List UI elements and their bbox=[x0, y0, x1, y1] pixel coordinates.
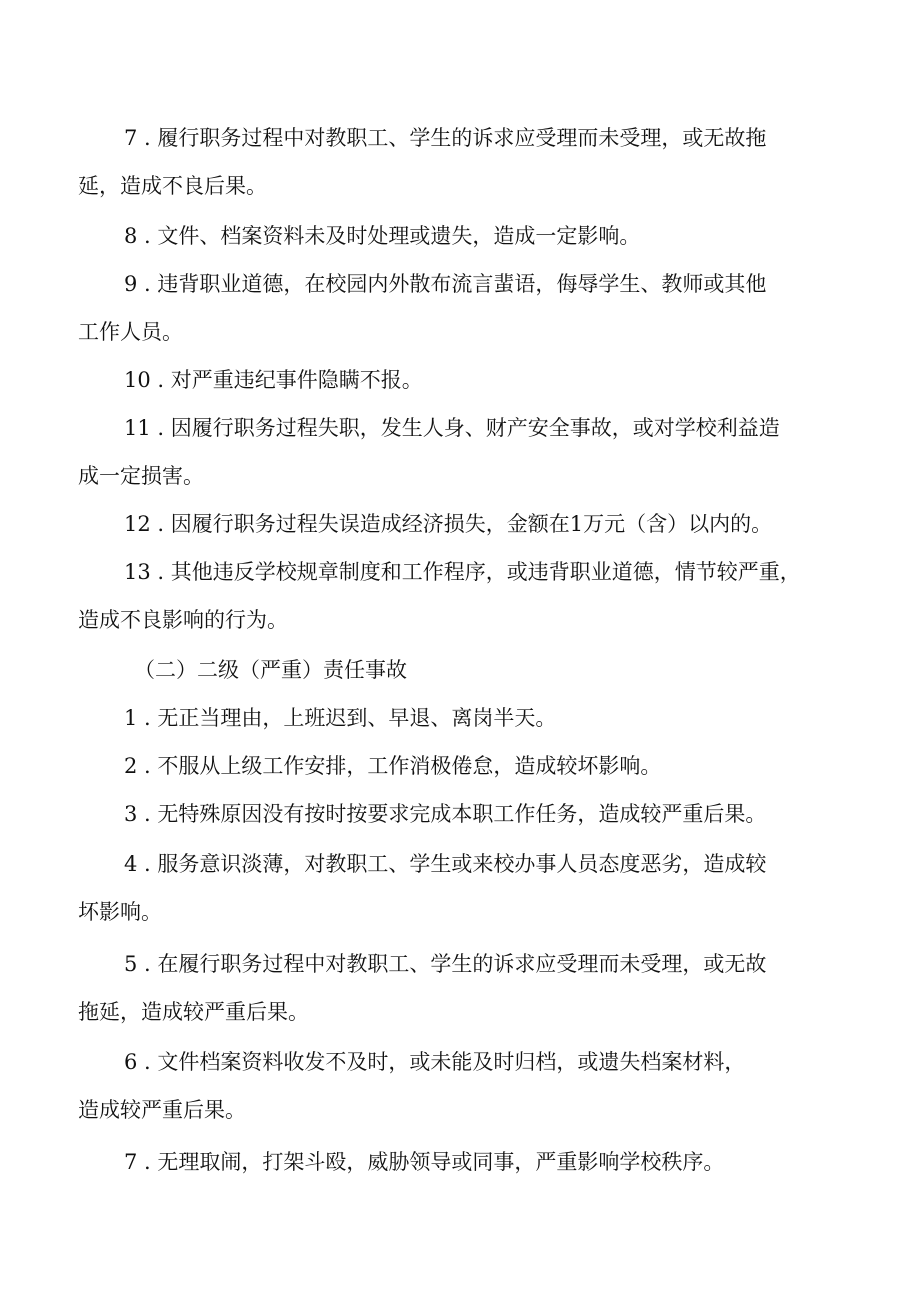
level2-item-1: 1 . 无正当理由，上班迟到、早退、离岗半天。 bbox=[124, 706, 557, 730]
level2-item-4-line-2: 坏影响。 bbox=[78, 900, 162, 924]
item-11-line-1: 11 . 因履行职务过程失职，发生人身、财产安全事故，或对学校利益造 bbox=[124, 416, 780, 440]
level2-item-6-line-1: 6 . 文件档案资料收发不及时，或未能及时归档，或遗失档案材料， bbox=[124, 1050, 746, 1074]
level2-item-5-line-1: 5 . 在履行职务过程中对教职工、学生的诉求应受理而未受理，或无故 bbox=[124, 952, 767, 976]
item-7-line-1: 7 . 履行职务过程中对教职工、学生的诉求应受理而未受理，或无故拖 bbox=[124, 126, 767, 150]
item-9-line-1: 9 . 违背职业道德，在校园内外散布流言蜚语，侮辱学生、教师或其他 bbox=[124, 272, 767, 296]
level2-item-6-line-2: 造成较严重后果。 bbox=[78, 1098, 246, 1122]
item-13-line-2: 造成不良影响的行为。 bbox=[78, 608, 288, 632]
item-10: 10 . 对严重违纪事件隐瞒不报。 bbox=[124, 368, 423, 392]
item-12: 12 . 因履行职务过程失误造成经济损失，金额在1万元（含）以内的。 bbox=[124, 512, 773, 536]
level2-item-5-line-2: 拖延，造成较严重后果。 bbox=[78, 1000, 309, 1024]
item-11-line-2: 成一定损害。 bbox=[78, 464, 204, 488]
item-13-line-1: 13 . 其他违反学校规章制度和工作程序，或违背职业道德，情节较严重， bbox=[124, 560, 801, 584]
item-8: 8 . 文件、档案资料未及时处理或遗失，造成一定影响。 bbox=[124, 224, 641, 248]
section-heading-level-2: （二）二级（严重）责任事故 bbox=[134, 658, 407, 682]
item-9-line-2: 工作人员。 bbox=[78, 320, 183, 344]
level2-item-7: 7 . 无理取闹，打架斗殴，威胁领导或同事，严重影响学校秩序。 bbox=[124, 1150, 725, 1174]
level2-item-2: 2 . 不服从上级工作安排，工作消极倦怠，造成较坏影响。 bbox=[124, 754, 662, 778]
level2-item-4-line-1: 4 . 服务意识淡薄，对教职工、学生或来校办事人员态度恶劣，造成较 bbox=[124, 852, 767, 876]
item-7-line-2: 延，造成不良后果。 bbox=[78, 174, 267, 198]
level2-item-3: 3 . 无特殊原因没有按时按要求完成本职工作任务，造成较严重后果。 bbox=[124, 802, 767, 826]
